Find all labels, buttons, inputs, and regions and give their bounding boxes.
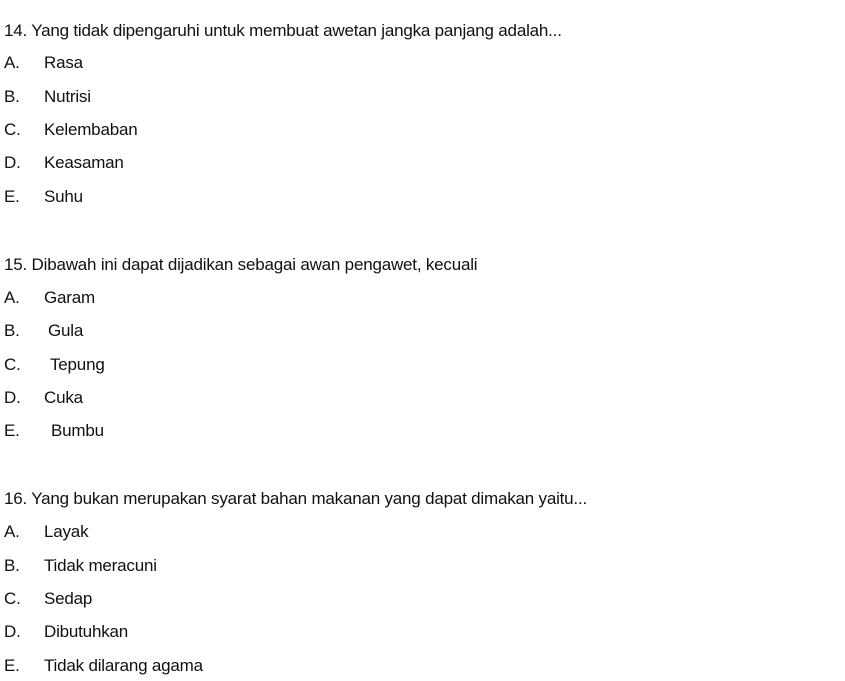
question-15-option-a (4, 288, 95, 308)
option-letter: D. (4, 622, 21, 641)
question-14-option-a (4, 53, 83, 73)
option-text: Keasaman (44, 153, 124, 172)
option-letter: B. (4, 87, 20, 106)
option-text: Bumbu (51, 421, 104, 440)
option-letter: E. (4, 656, 20, 675)
question-15-option-e (4, 421, 104, 441)
question-14-option-e (4, 187, 83, 207)
option-letter: A. (4, 522, 20, 541)
question-14-option-b (4, 87, 91, 107)
option-letter: B. (4, 556, 20, 575)
option-text: Kelembaban (44, 120, 138, 139)
question-16-option-c (4, 589, 92, 609)
question-16-text: 16. Yang bukan merupakan syarat bahan makanan yang dapat dimakan yaitu... (4, 489, 588, 508)
option-letter: D. (4, 388, 21, 407)
question-16-option-a (4, 522, 88, 542)
option-text: Garam (44, 288, 95, 307)
question-15-text: 15. Dibawah ini dapat dijadikan sebagai awan pengawet, kecuali (4, 255, 478, 274)
question-15-option-b (4, 321, 83, 341)
option-letter: C. (4, 589, 21, 608)
question-16-option-b (4, 556, 157, 576)
option-text: Tepung (50, 355, 105, 374)
option-text: Gula (48, 321, 84, 340)
option-text: Tidak dilarang agama (44, 656, 203, 675)
option-letter: D. (4, 153, 21, 172)
option-letter: E. (4, 187, 20, 206)
question-14-option-c (4, 120, 137, 140)
option-text: Tidak meracuni (44, 556, 157, 575)
option-text: Cuka (44, 388, 83, 407)
option-text: Layak (44, 522, 89, 541)
option-letter: A. (4, 53, 20, 72)
option-text: Sedap (44, 589, 93, 608)
question-16-option-d (4, 622, 128, 642)
option-text: Rasa (44, 53, 83, 72)
question-14-text: 14. Yang tidak dipengaruhi untuk membuat awetan jangka panjang adalah... (4, 21, 562, 40)
option-text: Dibutuhkan (44, 622, 129, 641)
question-15-option-d (4, 388, 83, 408)
question-15-option-c (4, 355, 105, 375)
option-letter: E. (4, 421, 20, 440)
option-letter: C. (4, 355, 21, 374)
option-letter: C. (4, 120, 21, 139)
option-letter: B. (4, 321, 20, 340)
question-14-option-d (4, 153, 124, 173)
question-16-option-e (4, 656, 203, 676)
option-letter: A. (4, 288, 20, 307)
option-text: Nutrisi (44, 87, 91, 106)
option-text: Suhu (44, 187, 83, 206)
